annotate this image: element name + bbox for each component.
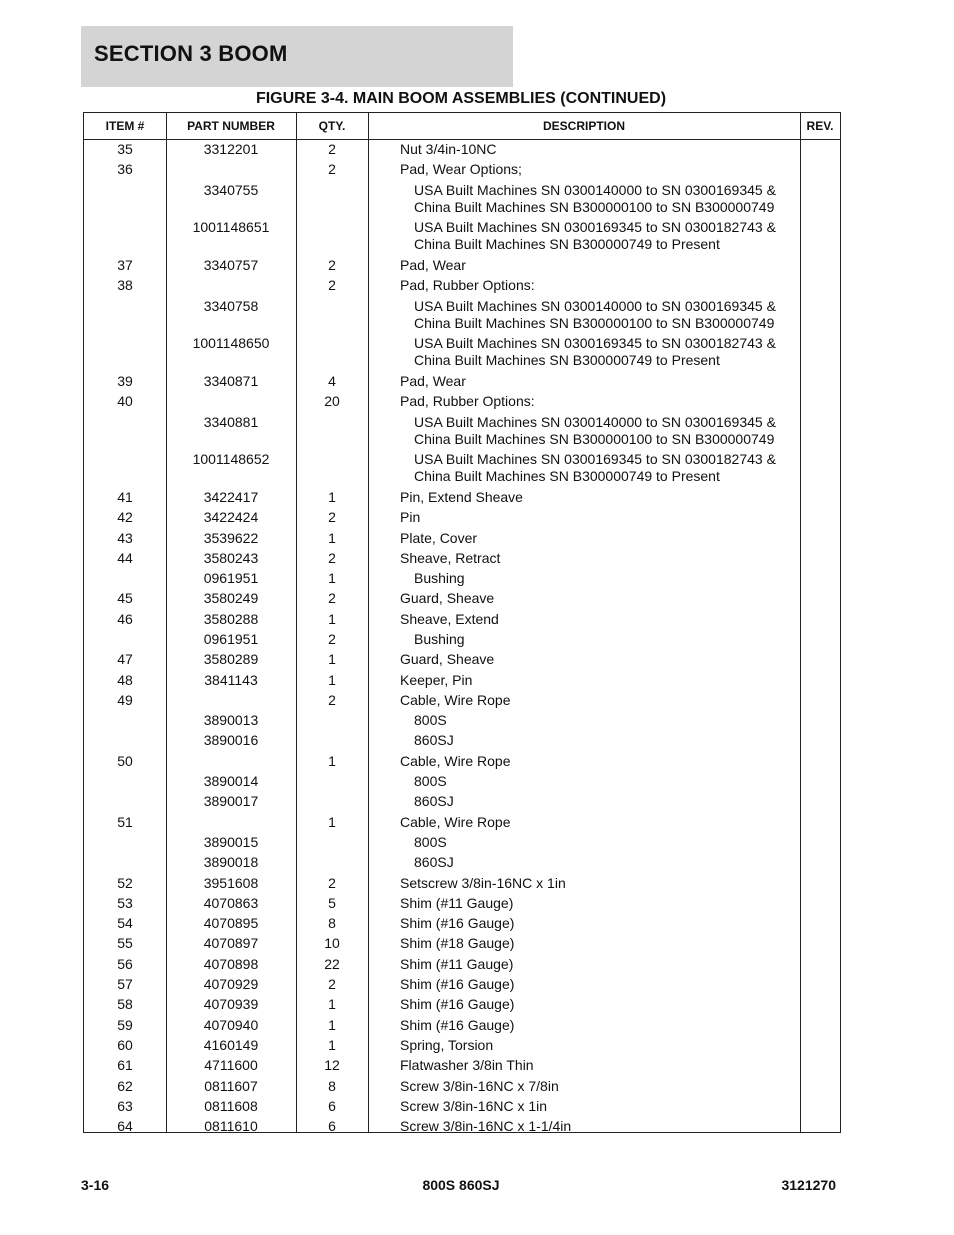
item-cell: 46 [117,610,133,627]
table-row [84,297,840,335]
item-cell: 42 [117,509,133,526]
part-number-cell: 0811608 [204,1097,258,1114]
description-cell: USA Built Machines SN 0300169345 to SN 0300182743 & China Built Machines SN B300000749 to Present [414,335,776,369]
header-description: DESCRIPTION [542,119,625,133]
table-row [84,256,840,276]
item-cell: 43 [117,529,133,546]
qty-cell: 2 [328,549,336,566]
page-number: 3-16 [81,1177,110,1193]
header-qty: QTY. [318,119,346,133]
table-row [84,1117,840,1137]
part-number-cell: 3890015 [203,833,259,850]
description-cell: Pad, Wear [400,256,466,273]
table-row [84,569,840,589]
table-row [84,853,840,873]
table-row [84,752,840,772]
table-row [84,711,840,731]
description-cell: Setscrew 3/8in-16NC x 1in [400,874,566,891]
description-cell: Pad, Rubber Options: [400,393,535,410]
description-cell: USA Built Machines SN 0300140000 to SN 0300169345 & China Built Machines SN B300000100 to SN B300000749 [414,181,776,215]
qty-cell: 6 [328,1097,336,1114]
qty-cell: 2 [328,976,336,993]
figure-title: FIGURE 3-4. MAIN BOOM ASSEMBLIES (CONTINUED) [255,90,667,107]
table-row [84,650,840,670]
qty-cell: 20 [324,393,340,410]
table-row [84,691,840,711]
item-cell: 40 [117,393,133,410]
part-number-cell: 0961951 [203,570,259,587]
item-cell: 51 [117,813,133,830]
table-row [84,508,840,528]
part-number-cell: 3340871 [203,372,259,389]
item-cell: 57 [117,976,133,993]
table-body [84,140,840,1137]
description-cell: Shim (#16 Gauge) [400,915,515,932]
table-row [84,181,840,219]
table-row [84,276,840,296]
part-number-cell: 3340758 [203,297,259,314]
part-number-cell: 4070940 [203,1016,259,1033]
part-number-cell: 4711600 [204,1057,258,1074]
description-cell: Spring, Torsion [400,1036,494,1053]
part-number-cell: 0961951 [203,630,259,647]
parts-table [83,112,841,1133]
table-row [84,772,840,792]
description-cell: Guard, Sheave [400,651,495,668]
qty-cell: 12 [324,1057,340,1074]
part-number-cell: 3580249 [203,590,259,607]
qty-cell: 5 [328,894,336,911]
description-cell: Shim (#11 Gauge) [400,955,514,972]
part-number-cell: 3312201 [203,141,259,157]
description-cell: Pad, Wear [400,372,466,389]
part-number-cell: 3340881 [203,413,259,430]
description-cell: Pin, Extend Sheave [400,488,523,505]
description-cell: Pad, Rubber Options: [400,277,535,294]
part-number-cell: 3422417 [203,488,259,505]
item-cell: 55 [117,935,133,952]
item-cell: 60 [117,1036,133,1053]
qty-cell: 2 [328,161,336,178]
table-row [84,955,840,975]
item-cell: 54 [117,915,133,932]
part-number-cell: 3340757 [203,256,259,273]
table-row [84,1036,840,1056]
description-cell: Shim (#16 Gauge) [400,976,515,993]
description-cell: 860SJ [414,854,454,871]
description-cell: USA Built Machines SN 0300140000 to SN 0300169345 & China Built Machines SN B300000100 to SN B300000749 [414,413,776,447]
table-row [84,894,840,914]
description-cell: Screw 3/8in-16NC x 7/8in [400,1077,559,1094]
qty-cell: 1 [328,1016,336,1033]
qty-cell: 2 [328,691,336,708]
part-number-cell: 4070863 [203,894,259,911]
table-row [84,934,840,954]
table-row [84,671,840,691]
table-row [84,995,840,1015]
part-number-cell: 3890013 [203,712,259,729]
description-cell: Shim (#16 Gauge) [400,996,515,1013]
part-number-cell: 1001148651 [192,219,270,236]
item-cell: 49 [117,691,133,708]
qty-cell: 8 [328,915,336,932]
qty-cell: 2 [328,874,336,891]
part-number-cell: 1001148650 [192,335,270,352]
qty-cell: 1 [328,488,336,505]
document-number: 3121270 [781,1177,836,1193]
qty-cell: 2 [328,277,336,294]
item-cell: 59 [117,1016,133,1033]
item-cell: 50 [117,752,133,769]
table-row [84,218,840,256]
description-cell: Flatwasher 3/8in Thin [400,1057,534,1074]
qty-cell: 1 [328,752,336,769]
part-number-cell: 3951608 [203,874,259,891]
section-header-band [81,26,513,87]
qty-cell: 2 [328,256,336,273]
qty-cell: 2 [328,141,336,157]
item-cell: 38 [117,277,133,294]
part-number-cell: 3890018 [203,854,259,871]
item-cell: 37 [117,256,133,273]
description-cell: 860SJ [414,732,454,749]
description-cell: Guard, Sheave [400,590,495,607]
model-number: 800S 860SJ [422,1177,500,1193]
description-cell: Screw 3/8in-16NC x 1-1/4in [400,1118,572,1135]
description-cell: USA Built Machines SN 0300169345 to SN 0300182743 & China Built Machines SN B300000749 to Present [414,219,776,253]
qty-cell: 1 [328,610,336,627]
item-cell: 45 [117,590,133,607]
description-cell: Bushing [414,630,465,647]
qty-cell: 1 [328,671,336,688]
qty-cell: 1 [328,651,336,668]
part-number-cell: 1001148652 [192,451,270,468]
table-row [84,1016,840,1036]
item-cell: 62 [117,1077,133,1094]
description-cell: Plate, Cover [400,529,478,546]
table-row [84,914,840,934]
item-cell: 63 [117,1097,133,1114]
description-cell: Cable, Wire Rope [400,752,511,769]
table-row [84,1056,840,1076]
description-cell: 860SJ [414,793,454,810]
part-number-cell: 3580243 [203,549,259,566]
item-cell: 48 [117,671,133,688]
description-cell: Sheave, Retract [400,549,501,566]
part-number-cell: 3890016 [203,732,259,749]
table-row [84,833,840,853]
item-cell: 53 [117,894,133,911]
table-row [84,589,840,609]
qty-cell: 1 [328,813,336,830]
description-cell: Pad, Wear Options; [400,161,522,178]
qty-cell: 1 [328,1036,336,1053]
description-cell: Shim (#18 Gauge) [400,935,515,952]
part-number-cell: 4070929 [203,976,259,993]
table-row [84,813,840,833]
description-cell: Screw 3/8in-16NC x 1in [400,1097,548,1114]
item-cell: 47 [117,651,133,668]
item-cell: 39 [117,372,133,389]
item-cell: 41 [117,488,133,505]
part-number-cell: 4070898 [203,955,259,972]
item-cell: 64 [117,1118,133,1135]
description-cell: USA Built Machines SN 0300140000 to SN 0300169345 & China Built Machines SN B300000100 to SN B300000749 [414,297,776,331]
description-cell: Nut 3/4in-10NC [400,141,497,157]
table-row [84,488,840,508]
description-cell: Cable, Wire Rope [400,691,511,708]
table-row [84,792,840,812]
table-row [84,731,840,751]
item-cell: 36 [117,161,133,178]
qty-cell: 2 [328,509,336,526]
part-number-cell: 0811610 [204,1118,258,1135]
table-row [84,160,840,180]
table-header-row [84,113,840,140]
part-number-cell: 4070895 [203,915,259,932]
qty-cell: 1 [328,996,336,1013]
qty-cell: 1 [328,570,336,587]
table-row [84,392,840,412]
qty-cell: 8 [328,1077,336,1094]
part-number-cell: 3580288 [203,610,259,627]
description-cell: Shim (#16 Gauge) [400,1016,515,1033]
description-cell: Bushing [414,570,465,587]
description-cell: 800S [414,712,447,729]
description-cell: 800S [414,833,447,850]
part-number-cell: 3539622 [203,529,259,546]
description-cell: 800S [414,773,447,790]
table-row [84,1097,840,1117]
table-row [84,1077,840,1097]
table-row [84,450,840,488]
part-number-cell: 4070897 [203,935,259,952]
qty-cell: 10 [324,935,340,952]
part-number-cell: 3890017 [203,793,259,810]
table-row [84,874,840,894]
description-cell: Pin [400,509,421,526]
description-cell: Keeper, Pin [400,671,473,688]
table-row [84,372,840,392]
item-cell: 61 [117,1057,133,1074]
part-number-cell: 3340755 [203,181,259,198]
part-number-cell: 3580289 [203,651,259,668]
part-number-cell: 0811607 [204,1077,258,1094]
item-cell: 35 [117,141,133,157]
description-cell: Shim (#11 Gauge) [400,894,514,911]
table-row [84,630,840,650]
header-item: ITEM # [105,119,145,133]
part-number-cell: 3841143 [204,671,258,688]
qty-cell: 1 [328,529,336,546]
part-number-cell: 3422424 [203,509,259,526]
description-cell: USA Built Machines SN 0300169345 to SN 0300182743 & China Built Machines SN B300000749 to Present [414,451,776,485]
qty-cell: 4 [328,372,336,389]
qty-cell: 2 [328,630,336,647]
table-row [84,334,840,372]
section-title: SECTION 3 BOOM [94,41,288,66]
qty-cell: 6 [328,1118,336,1135]
description-cell: Cable, Wire Rope [400,813,511,830]
part-number-cell: 4070939 [203,996,259,1013]
header-part-number: PART NUMBER [187,119,275,133]
table-row [84,975,840,995]
item-cell: 44 [117,549,133,566]
part-number-cell: 4160149 [203,1036,259,1053]
item-cell: 58 [117,996,133,1013]
item-cell: 52 [117,874,133,891]
item-cell: 56 [117,955,133,972]
header-rev: REV. [806,119,834,133]
table-row [84,140,840,160]
table-row [84,529,840,549]
qty-cell: 2 [328,590,336,607]
qty-cell: 22 [324,955,340,972]
table-row [84,610,840,630]
table-row [84,413,840,451]
description-cell: Sheave, Extend [400,610,499,627]
part-number-cell: 3890014 [203,773,259,790]
table-row [84,549,840,569]
